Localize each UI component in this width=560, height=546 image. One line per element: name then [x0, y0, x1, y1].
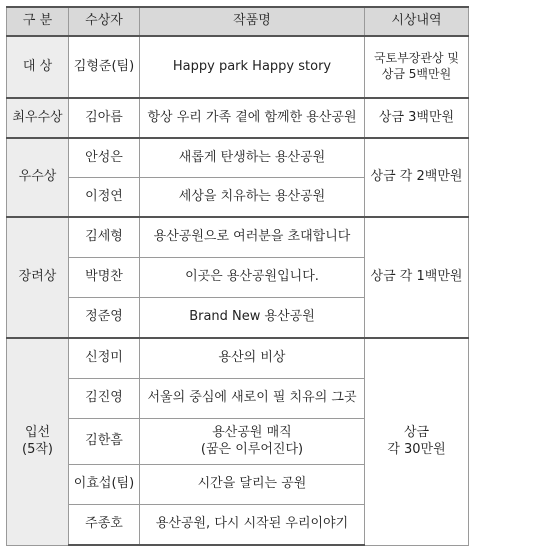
- prize-line: 국토부장관상 및: [374, 51, 459, 66]
- header-title: 작품명: [140, 7, 365, 36]
- title-cell: 시간을 달리는 공원: [140, 465, 365, 505]
- header-prize: 시상내역: [365, 7, 469, 36]
- category-cell: 대 상: [7, 36, 69, 98]
- prize-line: 각 30만원: [387, 441, 446, 457]
- winner-cell: 김세형: [69, 217, 140, 258]
- prize-cell: 상금 각 1백만원: [365, 217, 469, 338]
- category-cell: 우수상: [7, 138, 69, 217]
- table-row: [7, 217, 469, 258]
- winner-cell: 이효섭(팀): [69, 465, 140, 505]
- title-cell: 새롭게 탄생하는 용산공원: [140, 138, 365, 178]
- category-cell: 최우수상: [7, 98, 69, 138]
- prize-cell: 상금 3백만원: [365, 98, 469, 138]
- prize-cell: 상금 각 2백만원: [365, 138, 469, 217]
- category-line: 입선: [24, 424, 51, 440]
- title-line: (꿈은 이루어진다): [200, 441, 304, 457]
- table-row: [7, 338, 469, 379]
- table-row: [7, 138, 469, 178]
- title-cell: 용산공원으로 여러분을 초대합니다: [140, 217, 365, 258]
- prize-line: 상금: [403, 424, 430, 440]
- title-cell: 용산의 비상: [140, 338, 365, 379]
- title-cell: [140, 419, 365, 465]
- title-cell: Brand New 용산공원: [140, 298, 365, 339]
- winner-cell: 김아름: [69, 98, 140, 138]
- table-row: [7, 98, 469, 138]
- header-category: 구 분: [7, 7, 69, 36]
- winner-cell: 주종호: [69, 505, 140, 546]
- category-cell: 장려상: [7, 217, 69, 338]
- header-row: [7, 7, 469, 36]
- winner-cell: 김진영: [69, 379, 140, 419]
- title-cell: Happy park Happy story: [140, 36, 365, 98]
- title-cell: 서울의 중심에 새로이 필 치유의 그곳: [140, 379, 365, 419]
- winner-cell: 김한흠: [69, 419, 140, 465]
- title-cell: 세상을 치유하는 용산공원: [140, 178, 365, 218]
- prize-line: 상금 5백만원: [381, 67, 452, 81]
- title-cell: 항상 우리 가족 곁에 함께한 용산공원: [140, 98, 365, 138]
- category-line: (5작): [22, 441, 53, 457]
- table-row: [7, 36, 469, 98]
- title-line: 용산공원 매직: [212, 424, 292, 440]
- prize-cell: [365, 36, 469, 98]
- prize-cell: [365, 338, 469, 545]
- winner-cell: 박명찬: [69, 258, 140, 298]
- title-cell: 이곳은 용산공원입니다.: [140, 258, 365, 298]
- winner-cell: 안성은: [69, 138, 140, 178]
- winner-cell: 신정미: [69, 338, 140, 379]
- awards-table: [6, 6, 469, 546]
- winner-cell: 이정연: [69, 178, 140, 218]
- title-cell: 용산공원, 다시 시작된 우리이야기: [140, 505, 365, 546]
- winner-cell: 정준영: [69, 298, 140, 339]
- category-cell: [7, 338, 69, 545]
- header-winner: 수상자: [69, 7, 140, 36]
- winner-cell: 김형준(팀): [69, 36, 140, 98]
